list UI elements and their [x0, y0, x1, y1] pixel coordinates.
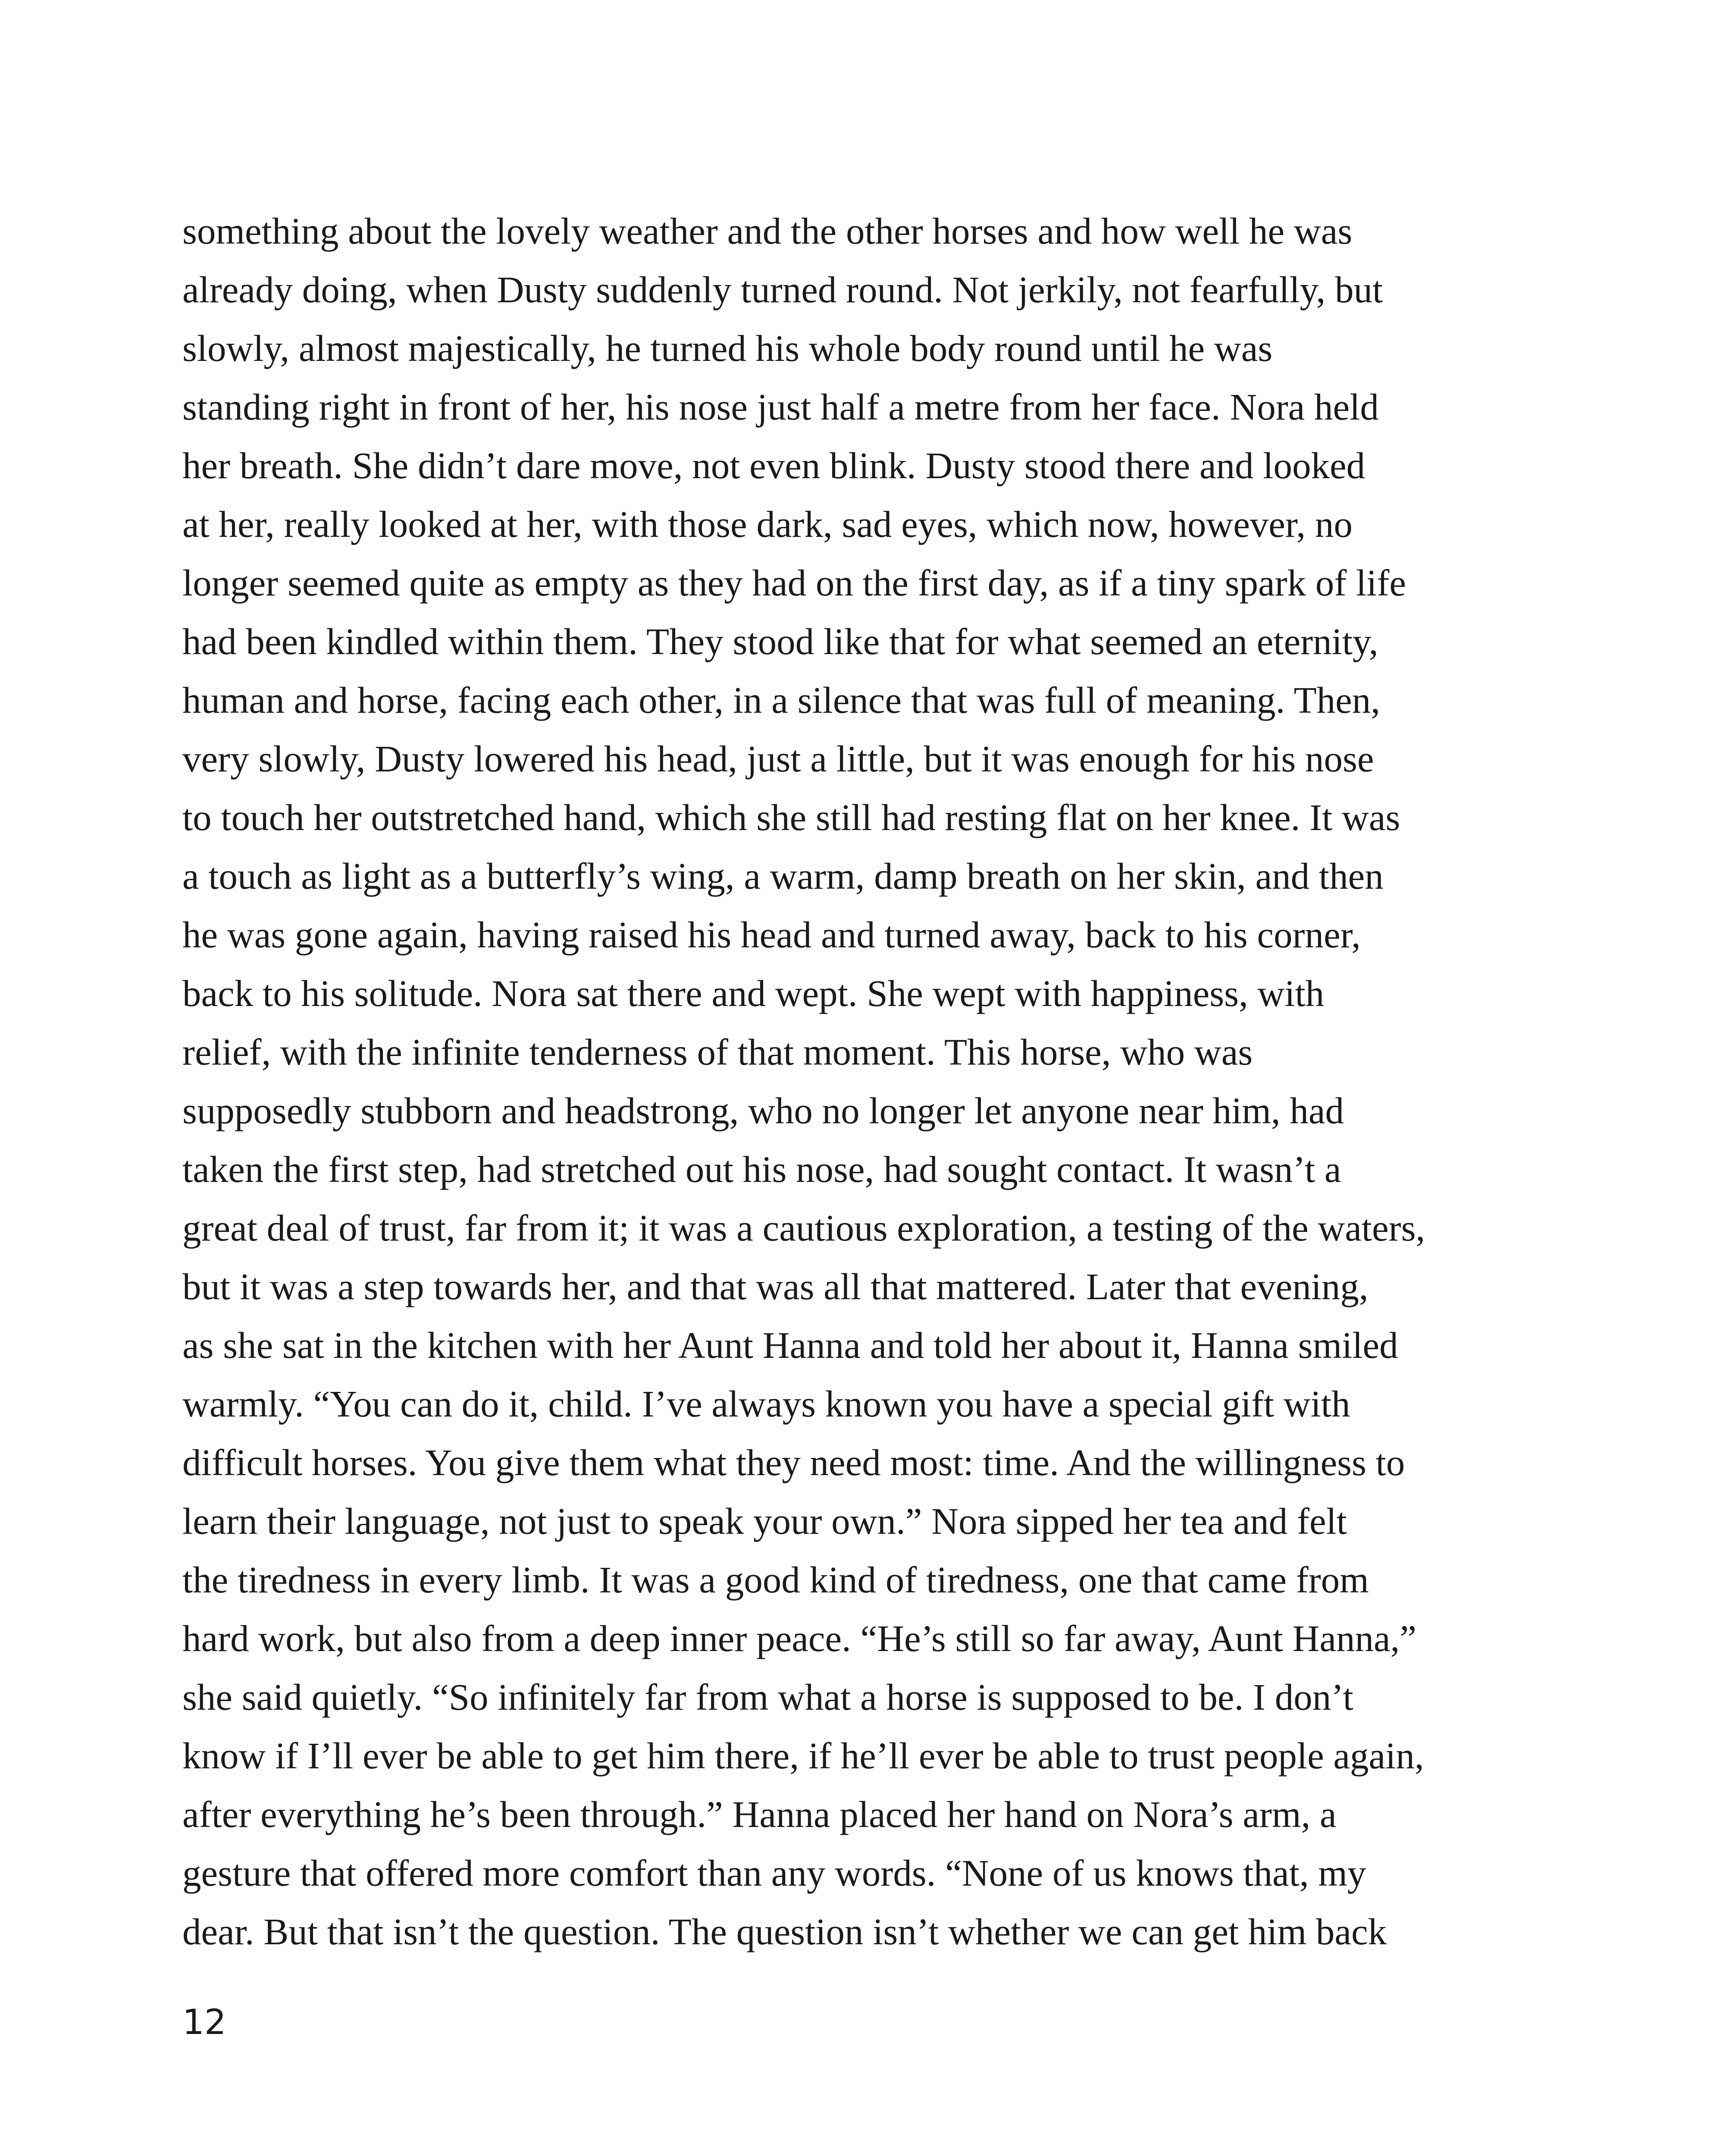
- text-line: very slowly, Dusty lowered his head, just a little, but it was enough for his nose: [182, 738, 1374, 780]
- text-line: dear. But that isn’t the question. The question isn’t whether we can get him back: [182, 1911, 1387, 1952]
- text-line: great deal of trust, far from it; it was a cautious exploration, a testing of the waters,: [182, 1207, 1425, 1249]
- text-line: already doing, when Dusty suddenly turned round. Not jerkily, not fearfully, but: [182, 269, 1383, 310]
- text-line: supposedly stubborn and headstrong, who no longer let anyone near him, had: [182, 1090, 1344, 1131]
- text-line: relief, with the infinite tenderness of that moment. This horse, who was: [182, 1031, 1253, 1073]
- text-line: difficult horses. You give them what they need most: time. And the willingness to: [182, 1442, 1405, 1483]
- text-line: know if I’ll ever be able to get him there, if he’ll ever be able to trust people again,: [182, 1735, 1424, 1777]
- text-line: warmly. “You can do it, child. I’ve always known you have a special gift with: [182, 1383, 1350, 1425]
- text-line: back to his solitude. Nora sat there and wept. She wept with happiness, with: [182, 972, 1325, 1014]
- text-line: a touch as light as a butterfly’s wing, a warm, damp breath on her skin, and then: [182, 855, 1384, 897]
- text-line: at her, really looked at her, with those dark, sad eyes, which now, however, no: [182, 503, 1353, 545]
- text-line: taken the first step, had stretched out his nose, had sought contact. It wasn’t a: [182, 1148, 1341, 1190]
- text-line: had been kindled within them. They stood like that for what seemed an eternity,: [182, 620, 1378, 662]
- body-text: [182, 202, 1541, 1961]
- text-line: but it was a step towards her, and that was all that mattered. Later that evening,: [182, 1266, 1369, 1307]
- text-line: her breath. She didn’t dare move, not even blink. Dusty stood there and looked: [182, 445, 1366, 486]
- text-line: after everything he’s been through.” Hanna placed her hand on Nora’s arm, a: [182, 1793, 1337, 1835]
- text-line: the tiredness in every limb. It was a good kind of tiredness, one that came from: [182, 1559, 1369, 1601]
- text-line: something about the lovely weather and the other horses and how well he was: [182, 210, 1353, 252]
- text-line: longer seemed quite as empty as they had on the first day, as if a tiny spark of life: [182, 562, 1406, 604]
- text-line: she said quietly. “So infinitely far from what a horse is supposed to be. I don’t: [182, 1676, 1353, 1718]
- text-line: as she sat in the kitchen with her Aunt Hanna and told her about it, Hanna smiled: [182, 1324, 1398, 1366]
- text-line: learn their language, not just to speak your own.” Nora sipped her tea and felt: [182, 1500, 1347, 1542]
- text-line: human and horse, facing each other, in a silence that was full of meaning. Then,: [182, 679, 1380, 721]
- text-line: he was gone again, having raised his head and turned away, back to his corner,: [182, 914, 1361, 956]
- text-line: to touch her outstretched hand, which she still had resting flat on her knee. It was: [182, 796, 1400, 838]
- page-number: 12: [182, 2002, 226, 2042]
- text-line: standing right in front of her, his nose just half a metre from her face. Nora held: [182, 386, 1379, 428]
- text-line: gesture that offered more comfort than any words. “None of us knows that, my: [182, 1852, 1366, 1894]
- text-line: slowly, almost majestically, he turned his whole body round until he was: [182, 327, 1273, 369]
- text-line: hard work, but also from a deep inner peace. “He’s still so far away, Aunt Hanna,”: [182, 1617, 1416, 1659]
